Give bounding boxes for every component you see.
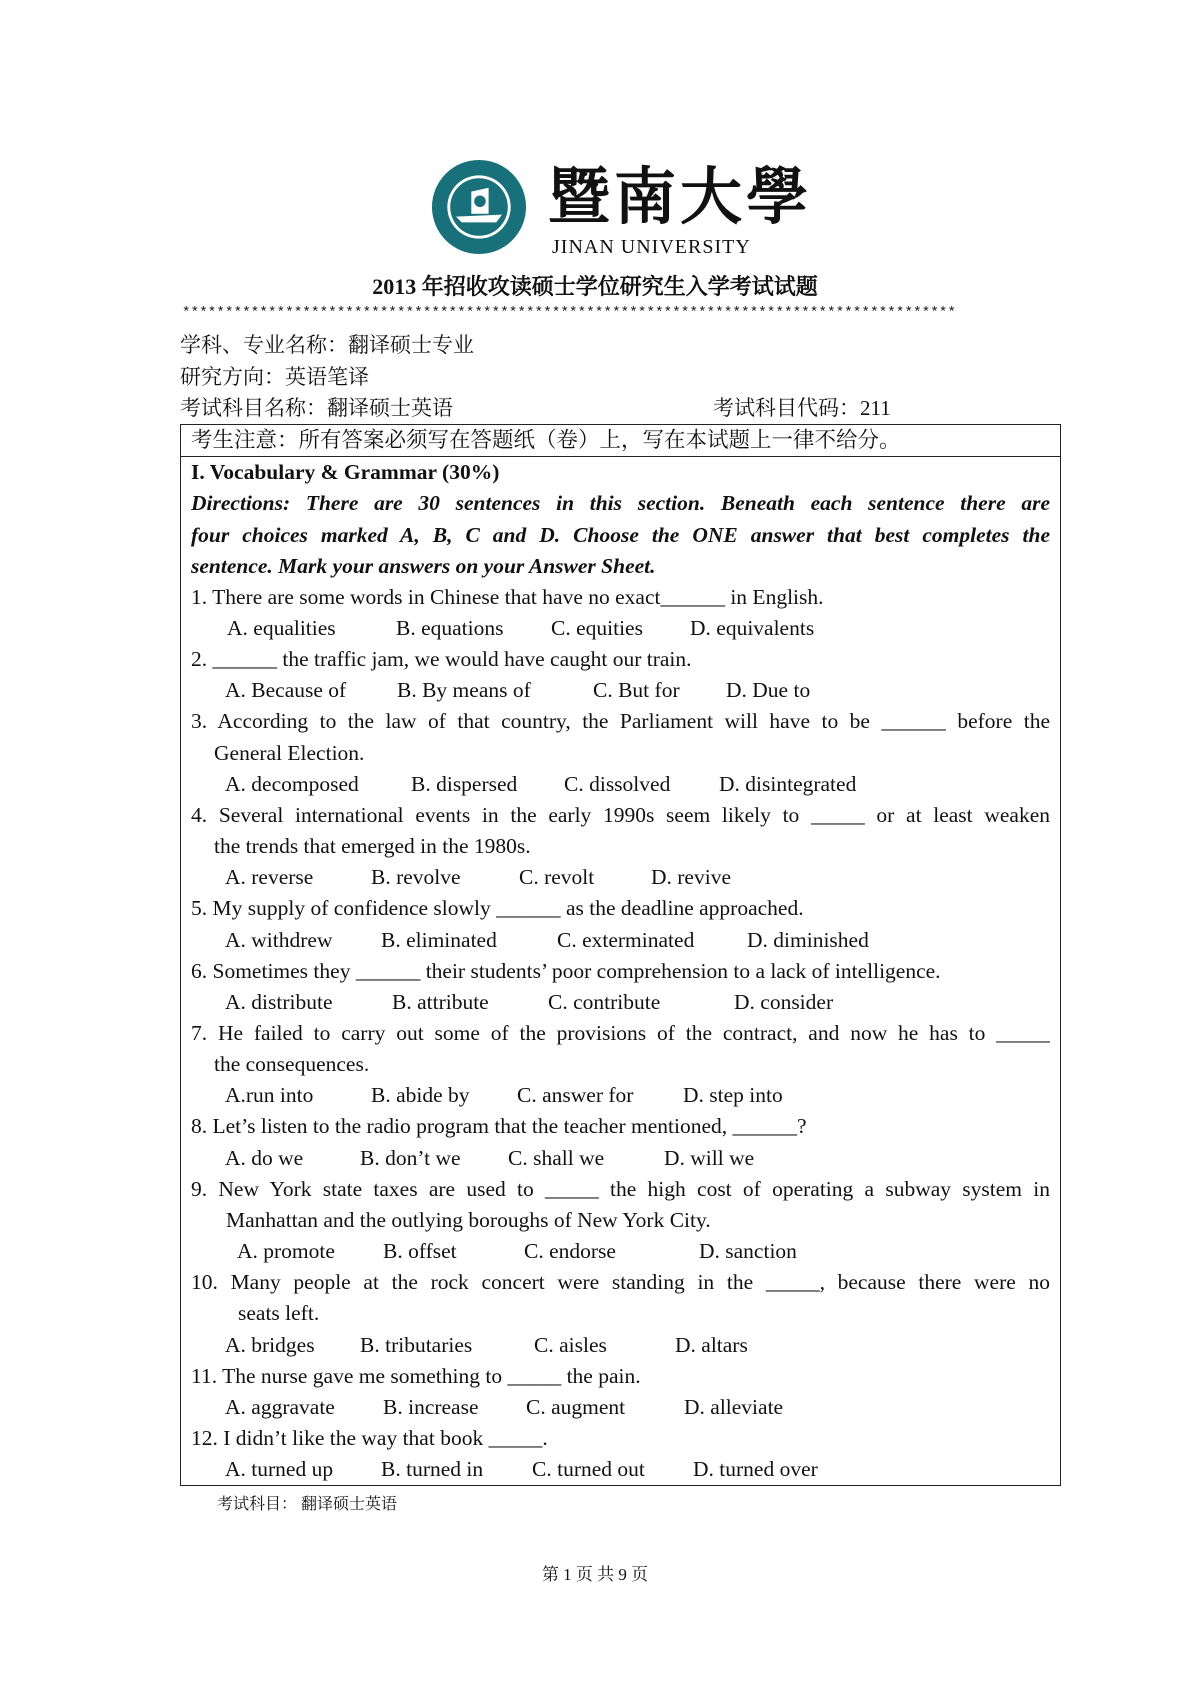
- subject-name-label: 考试科目名称：翻译硕士英语: [180, 396, 453, 420]
- question-stem-continued: the trends that emerged in the 1980s.: [214, 834, 531, 859]
- answer-option-d: D. altars: [675, 1332, 748, 1357]
- logo-english-name: JINAN UNIVERSITY: [552, 236, 751, 258]
- answer-option-a: A. turned up: [225, 1457, 334, 1482]
- directions-line: Directions: There are 30 sentences in this section. Beneath each sentence there are: [191, 491, 1050, 516]
- direction-label: 研究方向：英语笔译: [180, 365, 369, 389]
- answer-option-d: D. revive: [651, 865, 731, 890]
- answer-option-b: B. equations: [396, 616, 504, 640]
- question-stem: 3. According to the law of that country, the Parliament will have to be ______ before the: [191, 709, 1050, 734]
- answer-option-b: B. By means of: [397, 678, 531, 703]
- answer-option-a: A. decomposed: [225, 771, 359, 796]
- question-stem-continued: Manhattan and the outlying boroughs of New York City.: [226, 1207, 711, 1232]
- question-stem: 2. ______ the traffic jam, we would have caught our train.: [191, 647, 692, 672]
- question-stem: 9. New York state taxes are used to _____ the high cost of operating a subway system in: [191, 1176, 1050, 1201]
- answer-option-d: D. Due to: [726, 678, 811, 703]
- question-stem: 7. He failed to carry out some of the provisions of the contract, and now he has to _____: [191, 1020, 1050, 1045]
- directions-line: four choices marked A, B, C and D. Choose the ONE answer that best completes the: [191, 522, 1050, 547]
- question-stem-continued: General Election.: [214, 740, 365, 765]
- answer-option-c: C. But for: [593, 678, 680, 703]
- answer-option-b: B. offset: [383, 1239, 457, 1264]
- answer-option-a: A. promote: [237, 1239, 335, 1264]
- answer-option-a: A. Because of: [225, 678, 347, 703]
- answer-option-c: C. answer for: [517, 1083, 634, 1108]
- section-heading: I. Vocabulary & Grammar (30%): [191, 460, 500, 485]
- answer-option-b: B. eliminated: [381, 927, 497, 952]
- answer-option-b: B. revolve: [371, 865, 461, 890]
- answer-option-d: D. sanction: [699, 1239, 797, 1264]
- answer-option-b: B. don’t we: [360, 1145, 461, 1170]
- answer-option-c: C. dissolved: [564, 771, 671, 796]
- answer-option-c: C. exterminated: [557, 927, 695, 952]
- answer-option-c: C. turned out: [532, 1457, 645, 1482]
- answer-option-d: D. will we: [664, 1145, 755, 1170]
- answer-option-c: C. equities: [551, 616, 643, 640]
- question-stem: 1. There are some words in Chinese that have no exact______ in English.: [191, 584, 824, 609]
- answer-option-c: C. revolt: [519, 865, 595, 890]
- question-stem: 11. The nurse gave me something to _____ the pain.: [191, 1363, 641, 1388]
- answer-option-d: D. diminished: [747, 927, 869, 952]
- answer-option-d: D. disintegrated: [719, 771, 857, 796]
- question-stem: 4. Several international events in the early 1990s seem likely to _____ or at least weaken: [191, 802, 1050, 827]
- answer-option-c: C. augment: [526, 1394, 626, 1419]
- exam-title: 2013 年招收攻读硕士学位研究生入学考试试题: [372, 274, 818, 299]
- answer-option-b: B. turned in: [381, 1457, 484, 1482]
- answer-option-c: C. contribute: [548, 989, 661, 1014]
- answer-option-c: C. shall we: [508, 1145, 605, 1170]
- notice-text: 考生注意：所有答案必须写在答题纸（卷）上，写在本试题上一律不给分。: [191, 428, 901, 452]
- question-stem: 10. Many people at the rock concert were standing in the _____, because there were no: [191, 1270, 1050, 1295]
- answer-option-a: A. aggravate: [225, 1394, 335, 1419]
- question-stem: 5. My supply of confidence slowly ______ as the deadline approached.: [191, 896, 804, 921]
- star-divider: ******************************************************************************************: [182, 305, 957, 321]
- answer-option-b: B. abide by: [371, 1083, 470, 1108]
- answer-option-b: B. tributaries: [360, 1332, 473, 1357]
- answer-option-a: A.run into: [225, 1083, 314, 1108]
- question-stem: 12. I didn’t like the way that book _____.: [191, 1425, 548, 1450]
- answer-option-a: A. bridges: [225, 1332, 315, 1357]
- answer-option-a: A. reverse: [225, 865, 314, 890]
- question-stem-continued: seats left.: [238, 1301, 320, 1326]
- logo-chinese-name: 暨南大學: [548, 160, 813, 233]
- answer-option-d: D. equivalents: [690, 616, 815, 640]
- question-stem: 6. Sometimes they ______ their students’ poor comprehension to a lack of intelligence.: [191, 958, 941, 983]
- subject-code-label: 考试科目代码：211: [713, 396, 891, 420]
- question-stem: 8. Let’s listen to the radio program that the teacher mentioned, ______?: [191, 1114, 807, 1139]
- answer-option-c: C. endorse: [524, 1239, 616, 1264]
- answer-option-b: B. attribute: [392, 989, 489, 1014]
- directions-line: sentence. Mark your answers on your Answer Sheet.: [191, 553, 656, 578]
- answer-option-d: D. consider: [734, 989, 834, 1014]
- answer-option-a: A. withdrew: [225, 927, 333, 952]
- footer-subject: 考试科目： 翻译硕士英语: [217, 1496, 398, 1513]
- answer-option-b: B. dispersed: [411, 771, 518, 796]
- answer-option-a: A. distribute: [225, 989, 333, 1014]
- answer-option-d: D. turned over: [693, 1457, 818, 1482]
- answer-option-d: D. step into: [683, 1083, 783, 1108]
- answer-option-d: D. alleviate: [684, 1394, 784, 1419]
- page-number: 第 1 页 共 9 页: [541, 1565, 649, 1584]
- question-stem-continued: the consequences.: [214, 1052, 370, 1077]
- university-seal-logo: [431, 159, 527, 255]
- answer-option-a: A. equalities: [227, 616, 336, 640]
- answer-option-c: C. aisles: [534, 1332, 607, 1357]
- major-label: 学科、专业名称：翻译硕士专业: [180, 333, 474, 357]
- answer-option-b: B. increase: [383, 1394, 479, 1419]
- answer-option-a: A. do we: [225, 1145, 304, 1170]
